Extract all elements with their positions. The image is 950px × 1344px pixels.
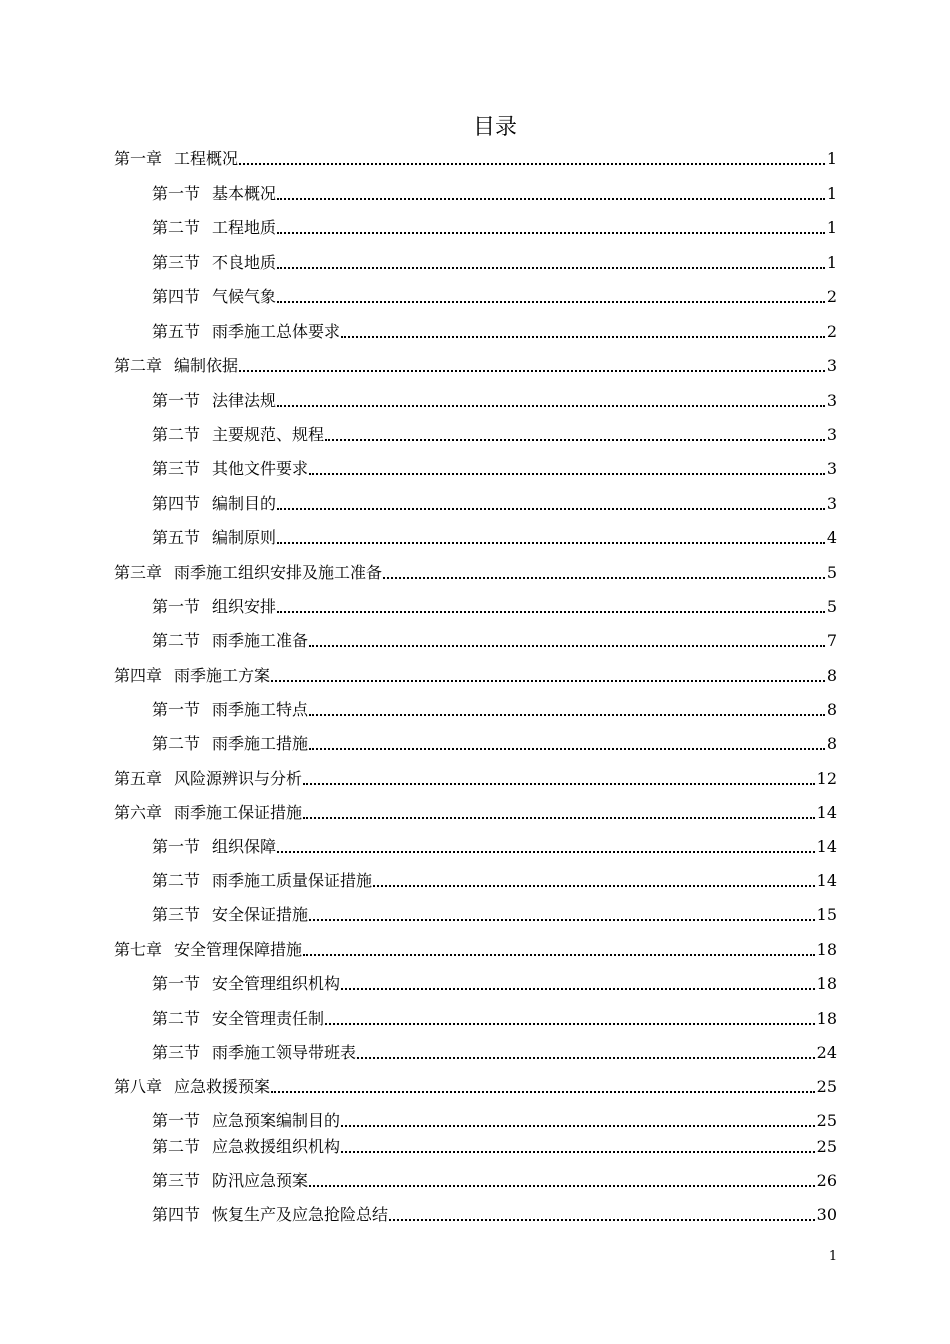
- toc-leader-dots: [277, 851, 815, 853]
- toc-entry-section[interactable]: [152, 217, 837, 239]
- toc-entry-section[interactable]: [152, 630, 837, 652]
- toc-entry-number: 第四节: [152, 287, 201, 306]
- toc-entry-label: [152, 527, 276, 549]
- toc-entry-title: 雨季施工准备: [212, 631, 309, 650]
- toc-entry-title: 组织安排: [212, 597, 277, 616]
- toc-leader-dots: [341, 336, 825, 338]
- toc-entry-page: 3: [826, 494, 837, 513]
- toc-entry-number: 第四章: [114, 666, 163, 685]
- toc-entry-label: [114, 802, 302, 824]
- toc-entry-title: 工程地质: [212, 218, 277, 237]
- page-number: 1: [828, 1249, 838, 1264]
- toc-entry-label: [152, 286, 276, 308]
- toc-entry-title: 组织保障: [212, 837, 277, 856]
- toc-entry-number: 第二节: [152, 734, 201, 753]
- toc-entry-label: [152, 1170, 308, 1192]
- toc-entry-number: 第二节: [152, 1009, 201, 1028]
- toc-entry-page: 18: [816, 1009, 837, 1028]
- toc-entry-page: 1: [826, 149, 837, 168]
- toc-leader-dots: [325, 439, 825, 441]
- toc-entry-section[interactable]: [152, 904, 837, 926]
- toc-entry-section[interactable]: [152, 1110, 837, 1132]
- toc-entry-number: 第五节: [152, 528, 201, 547]
- toc-entry-label: [152, 870, 372, 892]
- toc-entry-title: 雨季施工领导带班表: [212, 1043, 357, 1062]
- toc-entry-title: 编制目的: [212, 494, 277, 513]
- toc-leader-dots: [309, 714, 825, 716]
- toc-leader-dots: [309, 919, 815, 921]
- toc-entry-chapter[interactable]: [114, 665, 837, 687]
- toc-entry-chapter[interactable]: [114, 1076, 837, 1098]
- toc-entry-label: [152, 252, 276, 274]
- toc-entry-page: 1: [826, 253, 837, 272]
- toc-entry-page: 8: [826, 666, 837, 685]
- toc-leader-dots: [277, 267, 825, 269]
- toc-entry-section[interactable]: [152, 321, 837, 343]
- toc-entry-number: 第二节: [152, 425, 201, 444]
- toc-entry-number: 第三节: [152, 253, 201, 272]
- toc-entry-number: 第七章: [114, 940, 163, 959]
- toc-leader-dots: [303, 817, 815, 819]
- toc-entry-title: 法律法规: [212, 391, 277, 410]
- toc-entry-section[interactable]: [152, 870, 837, 892]
- toc-entry-number: 第三节: [152, 1171, 201, 1190]
- toc-entry-section[interactable]: [152, 596, 837, 618]
- toc-title: 目录: [472, 115, 517, 140]
- toc-leader-dots: [373, 885, 815, 887]
- toc-leader-dots: [239, 370, 825, 372]
- toc-entry-page: 2: [826, 287, 837, 306]
- toc-entry-label: [152, 904, 308, 926]
- toc-leader-dots: [341, 1125, 815, 1127]
- toc-leader-dots: [277, 198, 825, 200]
- toc-entry-label: [114, 355, 238, 377]
- toc-entry-title: 防汛应急预案: [212, 1171, 309, 1190]
- toc-entry-label: [152, 1042, 356, 1064]
- toc-entry-label: [152, 390, 276, 412]
- toc-entry-number: 第二节: [152, 631, 201, 650]
- toc-entry-label: [152, 596, 276, 618]
- toc-entry-label: [114, 1076, 270, 1098]
- toc-entry-number: 第一节: [152, 700, 201, 719]
- toc-entry-label: [152, 493, 276, 515]
- toc-entry-title: 风险源辨识与分析: [174, 769, 303, 788]
- toc-leader-dots: [277, 508, 825, 510]
- toc-entry-label: [152, 973, 340, 995]
- toc-entry-label: [114, 939, 302, 961]
- toc-entry-number: 第二节: [152, 871, 201, 890]
- toc-entry-page: 25: [816, 1111, 837, 1130]
- toc-entry-page: 2: [826, 322, 837, 341]
- toc-entry-number: 第三章: [114, 563, 163, 582]
- toc-entry-page: 14: [816, 871, 837, 890]
- toc-entry-title: 雨季施工质量保证措施: [212, 871, 373, 890]
- toc-entry-page: 14: [816, 837, 837, 856]
- toc-entry-title: 恢复生产及应急抢险总结: [212, 1205, 389, 1224]
- toc-entry-page: 5: [826, 597, 837, 616]
- toc-entry-title: 编制依据: [174, 356, 239, 375]
- toc-entry-section[interactable]: [152, 493, 837, 515]
- toc-leader-dots: [309, 1185, 815, 1187]
- toc-entry-number: 第一节: [152, 837, 201, 856]
- toc-entry-number: 第五节: [152, 322, 201, 341]
- toc-leader-dots: [303, 954, 815, 956]
- toc-entry-page: 3: [826, 356, 837, 375]
- toc-entry-section[interactable]: [152, 733, 837, 755]
- toc-entry-page: 4: [826, 528, 837, 547]
- toc-entry-page: 18: [816, 974, 837, 993]
- toc-entry-number: 第一节: [152, 1111, 201, 1130]
- toc-entry-chapter[interactable]: [114, 768, 837, 790]
- toc-entry-page: 3: [826, 391, 837, 410]
- toc-entry-title: 雨季施工组织安排及施工准备: [174, 563, 383, 582]
- toc-leader-dots: [341, 1151, 815, 1153]
- toc-entry-label: [114, 665, 270, 687]
- toc-leader-dots: [383, 577, 825, 579]
- toc-entry-title: 应急救援组织机构: [212, 1137, 341, 1156]
- toc-entry-section[interactable]: [152, 836, 837, 858]
- toc-entry-number: 第一节: [152, 391, 201, 410]
- toc-entry-page: 18: [816, 940, 837, 959]
- toc-leader-dots: [303, 783, 815, 785]
- toc-entry-section[interactable]: [152, 1136, 837, 1158]
- toc-leader-dots: [309, 748, 825, 750]
- toc-entry-title: 气候气象: [212, 287, 277, 306]
- toc-entry-number: 第三节: [152, 459, 201, 478]
- toc-entry-number: 第四节: [152, 494, 201, 513]
- toc-entry-page: 25: [816, 1077, 837, 1096]
- toc-entry-title: 雨季施工总体要求: [212, 322, 341, 341]
- toc-entry-title: 安全管理责任制: [212, 1009, 325, 1028]
- toc-entry-label: [152, 699, 308, 721]
- toc-entry-label: [152, 1008, 324, 1030]
- toc-entry-chapter[interactable]: [114, 355, 837, 377]
- toc-leader-dots: [389, 1219, 815, 1221]
- toc-entry-number: 第四节: [152, 1205, 201, 1224]
- toc-leader-dots: [277, 611, 825, 613]
- toc-entry-number: 第二节: [152, 218, 201, 237]
- toc-entry-page: 14: [816, 803, 837, 822]
- toc-entry-number: 第三节: [152, 1043, 201, 1062]
- toc-entry-number: 第二章: [114, 356, 163, 375]
- toc-entry-section[interactable]: [152, 973, 837, 995]
- toc-entry-section[interactable]: [152, 286, 837, 308]
- toc-entry-label: [152, 1110, 340, 1132]
- toc-leader-dots: [239, 163, 825, 165]
- toc-entry-page: 5: [826, 563, 837, 582]
- toc-entry-page: 24: [816, 1043, 837, 1062]
- toc-entry-page: 1: [826, 184, 837, 203]
- toc-entry-page: 15: [816, 905, 837, 924]
- toc-entry-title: 其他文件要求: [212, 459, 309, 478]
- toc-entry-section[interactable]: [152, 699, 837, 721]
- toc-leader-dots: [341, 988, 815, 990]
- toc-entry-chapter[interactable]: [114, 802, 837, 824]
- toc-entry-label: [152, 630, 308, 652]
- toc-entry-title: 雨季施工措施: [212, 734, 309, 753]
- toc-entry-number: 第五章: [114, 769, 163, 788]
- toc-entry-number: 第二节: [152, 1137, 201, 1156]
- toc-leader-dots: [357, 1057, 815, 1059]
- toc-entry-page: 7: [826, 631, 837, 650]
- toc-entry-label: [152, 1204, 388, 1226]
- toc-entry-section[interactable]: [152, 390, 837, 412]
- toc-entry-page: 3: [826, 425, 837, 444]
- toc-entry-title: 雨季施工方案: [174, 666, 271, 685]
- toc-entry-page: 8: [826, 734, 837, 753]
- toc-entry-page: 12: [816, 769, 837, 788]
- toc-leader-dots: [277, 542, 825, 544]
- toc-entry-section[interactable]: [152, 1204, 837, 1226]
- toc-leader-dots: [271, 1091, 815, 1093]
- toc-entry-title: 应急救援预案: [174, 1077, 271, 1096]
- toc-leader-dots: [309, 645, 825, 647]
- toc-entry-number: 第一节: [152, 597, 201, 616]
- toc-leader-dots: [277, 301, 825, 303]
- toc-entry-label: [152, 424, 324, 446]
- toc-entry-title: 雨季施工保证措施: [174, 803, 303, 822]
- toc-entry-section[interactable]: [152, 1008, 837, 1030]
- toc-entry-number: 第一节: [152, 184, 201, 203]
- toc-entry-title: 主要规范、规程: [212, 425, 325, 444]
- toc-entry-page: 26: [816, 1171, 837, 1190]
- toc-leader-dots: [277, 405, 825, 407]
- toc-entry-label: [152, 321, 340, 343]
- toc-entry-label: [152, 836, 276, 858]
- toc-entry-number: 第六章: [114, 803, 163, 822]
- toc-entry-page: 30: [816, 1205, 837, 1224]
- toc-entry-section[interactable]: [152, 183, 837, 205]
- toc-entry-label: [152, 733, 308, 755]
- toc-entry-label: [114, 562, 382, 584]
- toc-entry-label: [114, 148, 238, 170]
- toc-entry-title: 安全保证措施: [212, 905, 309, 924]
- toc-entry-chapter[interactable]: [114, 939, 837, 961]
- toc-leader-dots: [277, 232, 825, 234]
- toc-entry-title: 工程概况: [174, 149, 239, 168]
- toc-entry-title: 安全管理组织机构: [212, 974, 341, 993]
- toc-entry-title: 雨季施工特点: [212, 700, 309, 719]
- toc-entry-label: [152, 1136, 340, 1158]
- toc-entry-page: 3: [826, 459, 837, 478]
- toc-entry-section[interactable]: [152, 252, 837, 274]
- toc-entry-number: 第一节: [152, 974, 201, 993]
- toc-entry-title: 编制原则: [212, 528, 277, 547]
- toc-entry-number: 第一章: [114, 149, 163, 168]
- toc-entry-chapter[interactable]: [114, 562, 837, 584]
- toc-entry-page: 25: [816, 1137, 837, 1156]
- toc-leader-dots: [309, 473, 825, 475]
- toc-entry-page: 8: [826, 700, 837, 719]
- toc-entry-title: 安全管理保障措施: [174, 940, 303, 959]
- toc-entry-chapter[interactable]: [114, 148, 837, 170]
- toc-entry-page: 1: [826, 218, 837, 237]
- toc-entry-label: [152, 183, 276, 205]
- toc-entry-section[interactable]: [152, 458, 837, 480]
- toc-entry-label: [152, 217, 276, 239]
- toc-entry-title: 应急预案编制目的: [212, 1111, 341, 1130]
- toc-entry-label: [114, 768, 302, 790]
- toc-leader-dots: [271, 680, 825, 682]
- toc-entry-label: [152, 458, 308, 480]
- toc-entry-number: 第三节: [152, 905, 201, 924]
- toc-entry-section[interactable]: [152, 1042, 837, 1064]
- toc-entry-number: 第八章: [114, 1077, 163, 1096]
- toc-entry-section[interactable]: [152, 1170, 837, 1192]
- toc-leader-dots: [325, 1023, 815, 1025]
- toc-entry-title: 不良地质: [212, 253, 277, 272]
- toc-entry-title: 基本概况: [212, 184, 277, 203]
- toc-entry-section[interactable]: [152, 424, 837, 446]
- toc-entry-section[interactable]: [152, 527, 837, 549]
